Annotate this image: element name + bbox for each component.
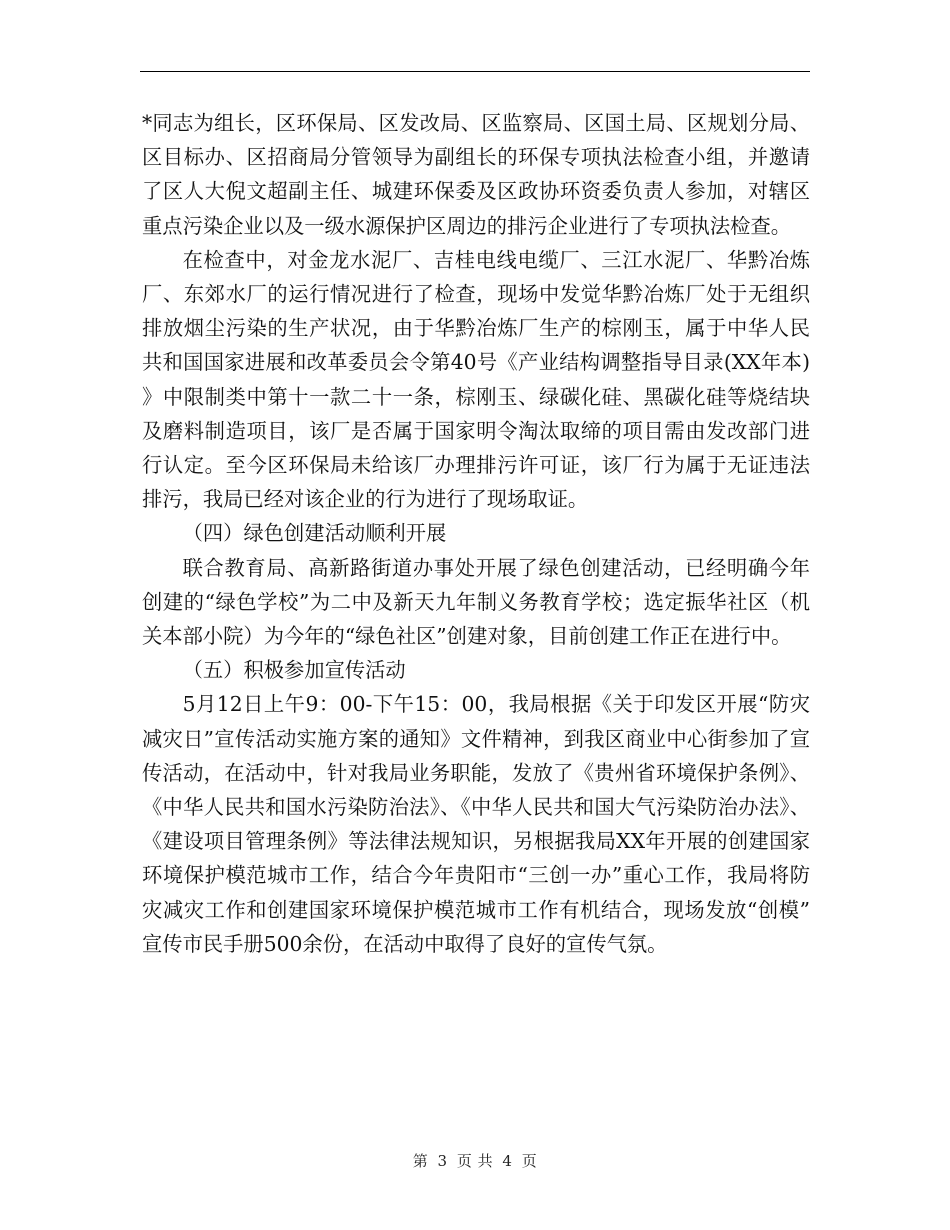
section-heading-green-creation: （四）绿色创建活动顺利开展 bbox=[182, 521, 447, 546]
page-footer bbox=[0, 1150, 950, 1171]
footer-total-pages: 4 bbox=[502, 1152, 513, 1170]
paragraph-green-creation: 联合教育局、高新路街道办事处开展了绿色创建活动，已经明确今年创建的“绿色学校”为二中及新天九年制义务教育学校；选定振华社区（机关本部小院）为今年的“绿色社区”创建对象，目前创建工作正在进行中。 bbox=[142, 555, 810, 649]
section-heading-publicity: （五）积极参加宣传活动 bbox=[182, 658, 406, 683]
document-body bbox=[142, 106, 810, 961]
paragraph-inspection-team: *同志为组长，区环保局、区发改局、区监察局、区国土局、区规划分局、区目标办、区招商局分管领导为副组长的环保专项执法检查小组，并邀请了区人大倪文超副主任、城建环保委及区政协环资委负责人参加，对辖区重点污染企业以及一级水源保护区周边的排污企业进行了专项执法检查。 bbox=[142, 111, 810, 238]
paragraph-inspection-findings: 在检查中，对金龙水泥厂、吉桂电线电缆厂、三江水泥厂、华黔冶炼厂、东郊水厂的运行情况进行了检查，现场中发觉华黔冶炼厂处于无组织排放烟尘污染的生产状况，由于华黔冶炼厂生产的棕刚玉，属于中华人民共和国国家进展和改革委员会令第40号《产业结构调整指导目录(XX年本)》中限制类中第十一款二十一条，棕刚玉、绿碳化硅、黑碳化硅等烧结块及磨料制造项目，该厂是否属于国家明令淘汰取缔的项目需由发改部门进行认定。至今区环保局未给该厂办理排污许可证，该厂行为属于无证违法排污，我局已经对该企业的行为进行了现场取证。 bbox=[142, 247, 810, 512]
footer-label-page: 第 bbox=[412, 1152, 429, 1170]
paragraph-publicity: 5月12日上午9：00-下午15：00，我局根据《关于印发区开展“防灾减灾日”宣传活动实施方案的通知》文件精神，到我区商业中心街参加了宣传活动，在活动中，针对我局业务职能，发放了《贵州省环境保护条例》、《中华人民共和国水污染防治法》、《中华人民共和国大气污染防治办法》、《建设项目管理条例》等法律法规知识，另根据我局XX年开展的创建国家环境保护模范城市工作，结合今年贵阳市“三创一办”重心工作，我局将防灾减灾工作和创建国家环境保护模范城市工作有机结合，现场发放“创模”宣传市民手册500余份，在活动中取得了良好的宣传气氛。 bbox=[142, 692, 810, 956]
footer-label-of: 页 共 bbox=[456, 1152, 494, 1170]
footer-current-page: 3 bbox=[437, 1152, 448, 1170]
header-rule bbox=[140, 71, 810, 72]
footer-label-end: 页 bbox=[521, 1152, 538, 1170]
